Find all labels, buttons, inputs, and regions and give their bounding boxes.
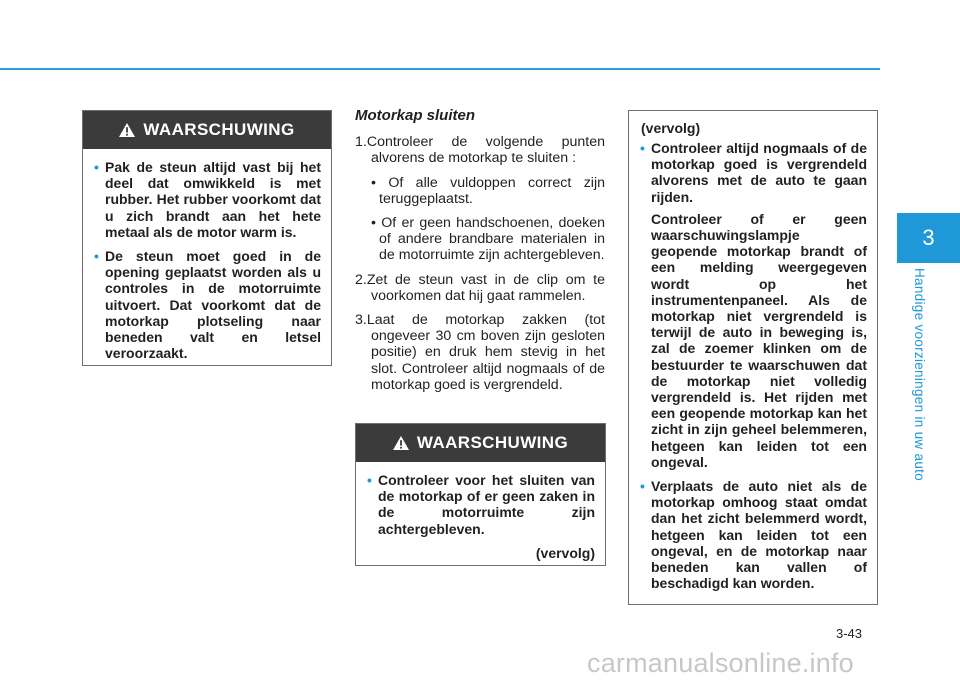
warning-triangle-icon: [393, 436, 409, 450]
watermark: carmanualsonline.info: [587, 648, 854, 678]
warning-bullet: • De steun moet goed in de opening geplaatst worden als u controles in de motorruimte uitvoert. Dat voorkomt dat de motorkap plotseling naar beneden valt en letsel veroorzaakt.: [95, 248, 321, 361]
step-2: 2.Zet de steun vast in de clip om te voorkomen dat hij gaat rammelen.: [355, 271, 605, 304]
warning-bullet-continuation: Controleer of er geen waarschuwingslampje geopende motorkap brandt of een melding weergegeven wordt op het instrumentenpaneel. Als de motorkap niet vergrendeld is terwijl de auto in beweging is, zal de zoemer klinken om de bestuurder te waarschuwen dat de motorkap niet volledig vergrendeld is. Het rijden met een geopende motorkap kan het zicht in zijn geheel belemmeren, hetgeen kan leiden tot een ongeval.: [651, 210, 867, 470]
warning-bullet: • Controleer voor het sluiten van de motorkap of er geen zaken in de motorruimte zijn achtergebleven.: [368, 472, 595, 537]
top-rule: [0, 68, 880, 70]
continued-label: (vervolg): [641, 120, 701, 136]
warning-bullet: • Verplaats de auto niet als de motorkap omhoog staat omdat dan het zicht belemmerd wordt, hetgeen kan leiden tot een ongeval, en de motorkap naar beneden kan vallen of beschadigd kan worden.: [641, 478, 867, 591]
middle-warning-box: [355, 423, 606, 566]
warning-header-label: WAARSCHUWING: [416, 433, 569, 452]
left-warning-box: [82, 110, 332, 366]
page-number: 3-43: [836, 626, 863, 641]
warning-bullet: • Pak de steun altijd vast bij het deel dat omwikkeld is met rubber. Het rubber voorkomt dat u zich brandt aan het hete metaal als de motor warm is.: [95, 159, 321, 240]
continued-label: (vervolg): [535, 544, 595, 561]
warning-header-label: WAARSCHUWING: [143, 120, 295, 139]
chapter-number: 3: [922, 225, 935, 250]
chapter-title: Handige voorzieningen in uw auto: [912, 268, 927, 481]
step-3: 3.Laat de motorkap zakken (tot ongeveer 30 cm boven zijn gesloten positie) en druk hem stevig in het slot. Controleer altijd nogmaals of de motorkap goed is vergrendeld.: [355, 312, 605, 393]
step-1-item: • Of alle vuldoppen correct zijn teruggeplaatst.: [371, 174, 605, 207]
warning-triangle-icon: [119, 123, 135, 137]
step-1-item: • Of er geen handschoenen, doeken of andere brandbare materialen in de motorruimte zijn achtergebleven.: [371, 215, 605, 264]
chapter-number-tab: [897, 213, 960, 263]
step-1: 1.Controleer de volgende punten alvorens de motorkap te sluiten :: [355, 134, 605, 167]
warning-bullet: • Controleer altijd nogmaals of de motorkap goed is vergrendeld alvorens met de auto te gaan rijden.: [641, 140, 867, 205]
right-warning-continued-box: [628, 110, 878, 605]
hood-closing-section: [355, 108, 605, 401]
warning-header: [83, 111, 331, 149]
section-title: Motorkap sluiten: [355, 107, 476, 124]
warning-header: [356, 424, 605, 462]
